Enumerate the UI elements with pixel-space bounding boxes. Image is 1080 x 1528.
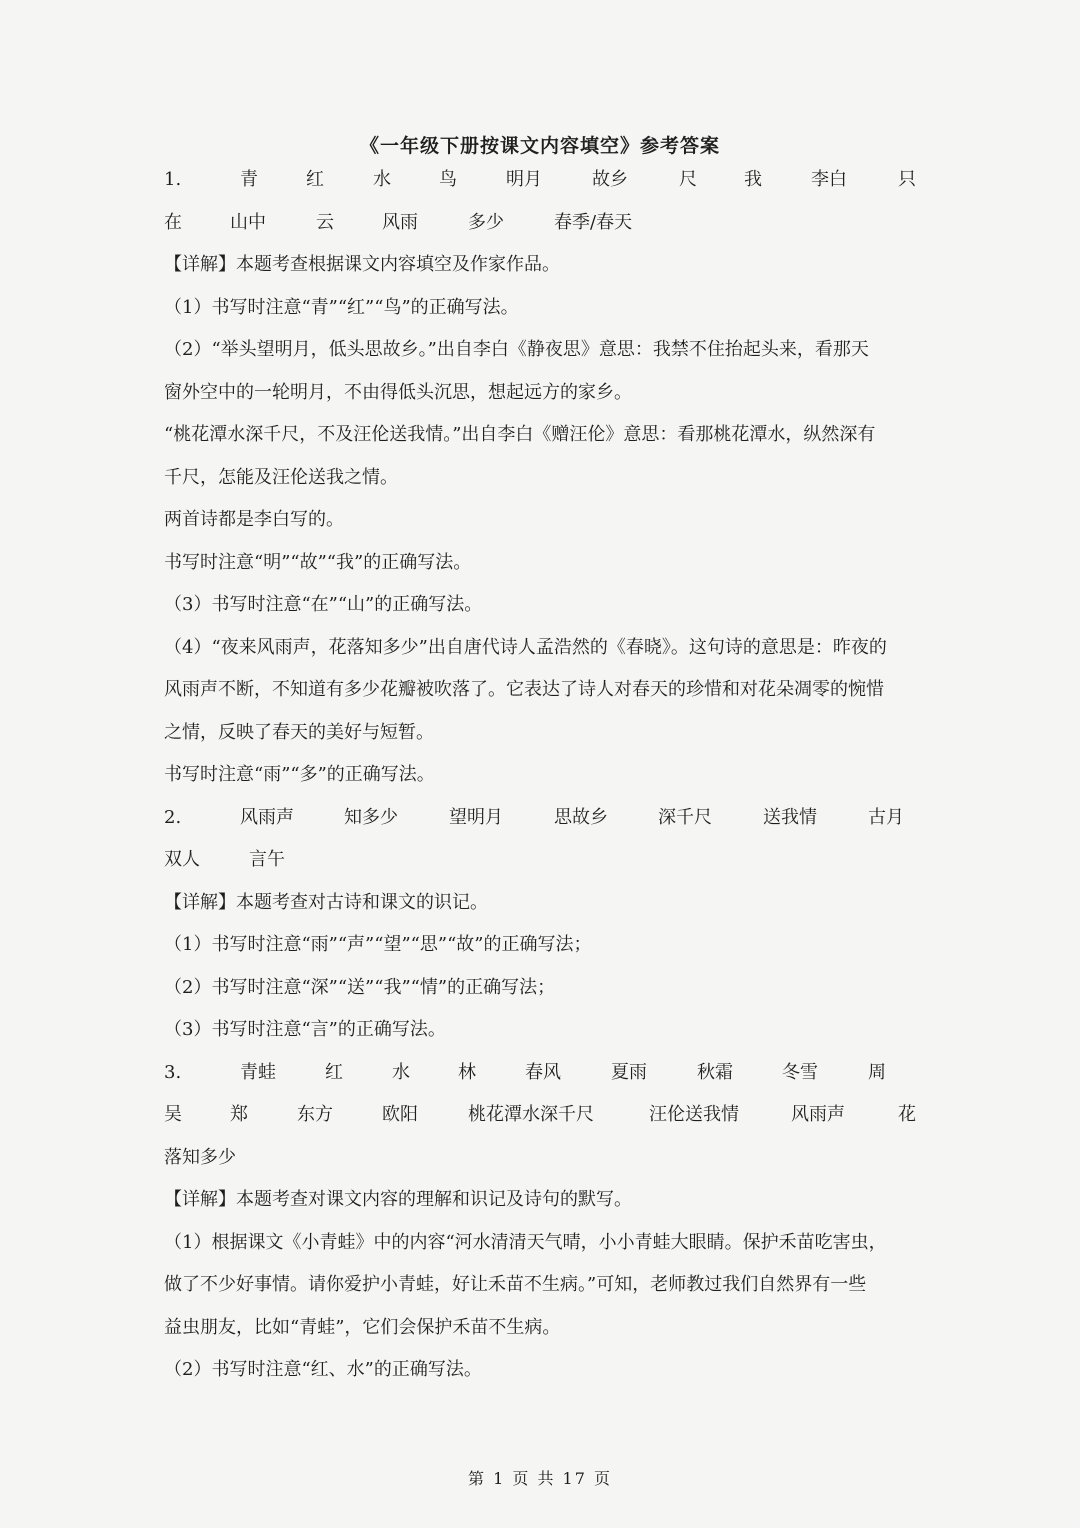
answer-item: 送我情 — [763, 806, 817, 828]
explanation-line: （1）书写时注意“青”“红”“鸟”的正确写法。 — [164, 296, 519, 318]
explanation-line: （2）书写时注意“红、水”的正确写法。 — [164, 1359, 482, 1380]
answer-item: 山中 — [230, 211, 266, 233]
answer-item: 桃花潭水深千尺 — [468, 1104, 594, 1125]
answer-item: 深千尺 — [658, 806, 712, 828]
question-number: 2. — [164, 806, 182, 828]
question-number: 3. — [164, 1061, 182, 1083]
answer-item: 水 — [392, 1061, 410, 1083]
explanation-line: 窗外空中的一轮明月，不由得低头沉思，想起远方的家乡。 — [164, 381, 632, 403]
answer-item: 明月 — [506, 169, 542, 190]
answer-item: 夏雨 — [611, 1061, 647, 1083]
q1-answer-row-1 — [164, 166, 916, 209]
answer-item: 青蛙 — [240, 1061, 276, 1083]
answer-item: 春风 — [525, 1061, 561, 1083]
answer-continuation: 落知多少 — [164, 1146, 236, 1168]
explanation-line: 两首诗都是李白写的。 — [164, 509, 344, 530]
answer-item: 望明月 — [449, 806, 503, 828]
explanation-line: 益虫朋友，比如“青蛙”，它们会保护禾苗不生病。 — [164, 1316, 561, 1338]
answer-item: 林 — [458, 1061, 476, 1083]
answer-item: 风雨声 — [791, 1104, 845, 1125]
answer-item: 古月 — [868, 806, 904, 828]
answer-item: 红 — [306, 169, 324, 190]
explanation-line: （2）“举头望明月，低头思故乡。”出自李白《静夜思》意思：我禁不住抬起头来，看那天 — [164, 339, 869, 360]
answer-item: 在 — [164, 211, 182, 233]
explanation-line: （2）书写时注意“深”“送”“我”“情”的正确写法； — [164, 976, 556, 998]
explanation-line: 书写时注意“雨”“多”的正确写法。 — [164, 764, 435, 785]
answer-item: 风雨声 — [240, 806, 294, 828]
answer-item: 吴 — [164, 1104, 182, 1125]
answer-item: 双人 — [164, 849, 200, 870]
explanation-line: （4）“夜来风雨声，花落知多少”出自唐代诗人孟浩然的《春晓》。这句诗的意思是：昨夜的 — [164, 636, 887, 658]
answer-item: 春季/春天 — [554, 211, 633, 233]
explanation-line: 千尺，怎能及汪伦送我之情。 — [164, 466, 398, 488]
explanation-line: 【详解】本题考查根据课文内容填空及作家作品。 — [164, 254, 560, 275]
explanation-line: （1）根据课文《小青蛙》中的内容“河水清清天气晴，小小青蛙大眼睛。保护禾苗吃害虫， — [164, 1231, 887, 1253]
answer-item: 东方 — [297, 1104, 333, 1125]
explanation-line: 【详解】本题考查对课文内容的理解和识记及诗句的默写。 — [164, 1189, 632, 1210]
answer-item: 郑 — [230, 1104, 248, 1125]
answer-item: 青 — [240, 169, 258, 190]
answer-item: 知多少 — [344, 806, 398, 828]
explanation-line: （3）书写时注意“言”的正确写法。 — [164, 1019, 446, 1040]
answer-item: 花 — [898, 1104, 916, 1125]
answer-item: 欧阳 — [382, 1104, 418, 1125]
page-footer: 第 1 页 共 17 页 — [468, 1469, 612, 1488]
question-number: 1. — [164, 169, 182, 190]
answer-item: 周 — [868, 1061, 886, 1083]
explanation-line: （3）书写时注意“在”“山”的正确写法。 — [164, 594, 483, 615]
explanation-line: 书写时注意“明”“故”“我”的正确写法。 — [164, 551, 472, 573]
answer-item: 我 — [744, 169, 762, 190]
q3-answer-row-2 — [164, 1101, 916, 1144]
explanation-line: 【详解】本题考查对古诗和课文的识记。 — [164, 891, 488, 913]
answer-item: 思故乡 — [554, 806, 608, 828]
q3-answer-row-1 — [164, 1059, 916, 1102]
answer-item: 云 — [316, 211, 334, 233]
answer-item: 尺 — [679, 169, 697, 190]
explanation-line: 之情，反映了春天的美好与短暂。 — [164, 721, 434, 743]
answer-item: 风雨 — [382, 211, 418, 233]
page-title: 《一年级下册按课文内容填空》参考答案 — [359, 135, 720, 157]
answer-item: 多少 — [468, 211, 504, 233]
answer-item: 水 — [373, 169, 391, 190]
answer-item: 言午 — [249, 849, 285, 870]
answer-item: 红 — [325, 1061, 343, 1083]
answer-item: 秋霜 — [697, 1061, 733, 1083]
answer-item: 冬雪 — [782, 1061, 818, 1083]
answer-item: 只 — [898, 169, 916, 190]
explanation-line: “桃花潭水深千尺，不及汪伦送我情。”出自李白《赠汪伦》意思：看那桃花潭水，纵然深有 — [164, 424, 876, 445]
answer-body — [164, 166, 916, 1399]
explanation-line: 做了不少好事情。请你爱护小青蛙，好让禾苗不生病。”可知，老师教过我们自然界有一些 — [164, 1274, 867, 1295]
answer-item: 李白 — [811, 169, 847, 190]
answer-item: 汪伦送我情 — [649, 1104, 739, 1125]
q2-answer-row-1 — [164, 804, 916, 847]
explanation-line: （1）书写时注意“雨”“声”“望”“思”“故”的正确写法； — [164, 934, 592, 955]
explanation-line: 风雨声不断，不知道有多少花瓣被吹落了。它表达了诗人对春天的珍惜和对花朵凋零的惋惜 — [164, 679, 884, 700]
answer-item: 鸟 — [439, 169, 457, 190]
q1-answer-row-2 — [164, 209, 916, 252]
answer-item: 故乡 — [592, 169, 628, 190]
q2-answer-row-2 — [164, 846, 916, 889]
